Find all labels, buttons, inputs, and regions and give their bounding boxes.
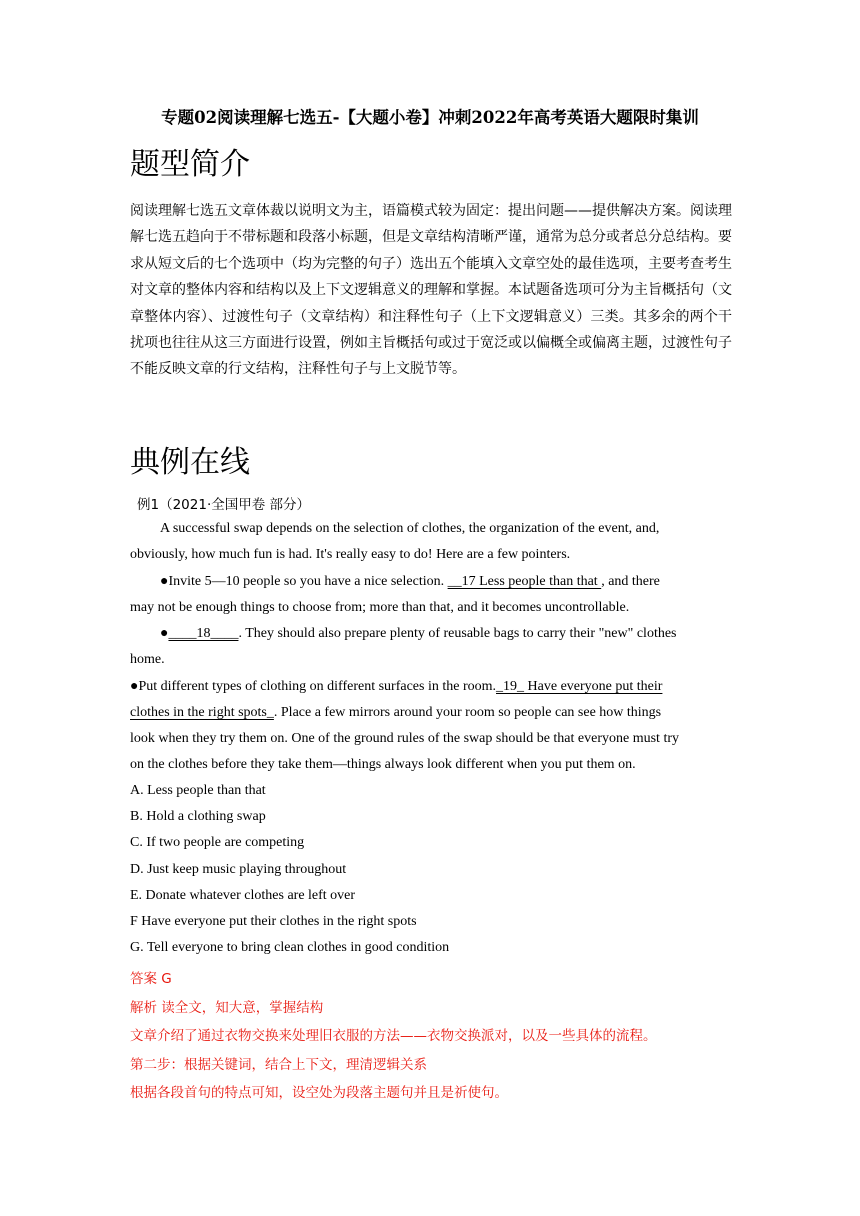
passage-line <box>160 626 677 642</box>
passage-line: look when they try them on. One of the ground rules of the swap should be that everyone must try <box>130 731 679 746</box>
analysis-line: 解析 读全文，知大意，掌握结构 <box>130 1000 324 1016</box>
example-label: 例1（2021·全国甲卷 部分） <box>137 497 311 513</box>
document-title: 专题02阅读理解七选五-【大题小卷】冲刺2022年高考英语大题限时集训 <box>161 108 699 127</box>
section-heading-example: 典例在线 <box>130 445 250 480</box>
blank-19-answer: clothes in the right spots_ <box>130 705 274 720</box>
passage-line: may not be enough things to choose from; more than that, and it becomes uncontrollable. <box>130 600 630 615</box>
passage-line: obviously, how much fun is had. It's really easy to do! Here are a few pointers. <box>130 547 571 562</box>
option-e: E. Donate whatever clothes are left over <box>130 888 356 903</box>
bullet-text: . They should also prepare plenty of reusable bags to carry their "new" clothes <box>238 626 677 641</box>
bullet-text: , and there <box>601 574 660 589</box>
intro-paragraph: 阅读理解七选五文章体裁以说明文为主，语篇模式较为固定：提出问题——提供解决方案。阅读理解七选五趋向于不带标题和段落小标题，但是文章结构清晰严谨，通常为总分或者总分总结构。要求从短文后的七个选项中（均为完整的句子）选出五个能填入文章空处的最佳选项，主要考查考生对文章的整体内容和结构以及上下文逻辑意义的理解和掌握。本试题备选项可分为主旨概括句（文章整体内容）、过渡性句子（文章结构）和注释性句子（上下文逻辑意义）三类。其多余的两个干扰项也往往从这三方面进行设置，例如主旨概括句或过于宽泛或以偏概全或偏离主题，过渡性句子不能反映文章的行文结构，注释性句子与上文脱节等。 <box>130 203 732 378</box>
bullet-text: . Place a few mirrors around your room so people can see how things <box>273 705 662 720</box>
blank-19-answer: _19_ Have everyone put their <box>496 679 663 694</box>
passage-line: home. <box>130 652 165 667</box>
bullet-text: ●Invite 5—10 people so you have a nice selection. <box>160 574 448 589</box>
passage-line <box>160 574 660 590</box>
option-b: B. Hold a clothing swap <box>130 809 266 824</box>
bullet-glyph: ● <box>160 626 169 641</box>
analysis-text: 文章介绍了通过衣物交换来处理旧衣服的方法——衣物交换派对，以及一些具体的流程。 <box>130 1028 657 1044</box>
option-d: D. Just keep music playing throughout <box>130 862 347 877</box>
option-f: F Have everyone put their clothes in the right spots <box>130 914 417 929</box>
answer-line: 答案 G <box>130 971 172 987</box>
option-c: C. If two people are competing <box>130 835 305 850</box>
option-g: G. Tell everyone to bring clean clothes in good condition <box>130 940 450 955</box>
blank-17-answer: __17 Less people than that <box>447 574 602 589</box>
blank-18: ____18____ <box>168 626 239 641</box>
analysis-step: 第二步：根据关键词，结合上下文，理清逻辑关系 <box>130 1057 427 1073</box>
bullet-text: ●Put different types of clothing on different surfaces in the room. <box>130 679 497 694</box>
passage-line <box>130 705 661 721</box>
passage-line <box>130 679 662 695</box>
analysis-text: 根据各段首句的特点可知，设空处为段落主题句并且是祈使句。 <box>130 1085 508 1101</box>
section-heading-intro: 题型简介 <box>130 147 250 182</box>
passage-line: on the clothes before they take them—things always look different when you put them on. <box>130 757 636 772</box>
passage-line: A successful swap depends on the selection of clothes, the organization of the event, and, <box>160 521 660 536</box>
option-a: A. Less people than that <box>130 783 266 798</box>
